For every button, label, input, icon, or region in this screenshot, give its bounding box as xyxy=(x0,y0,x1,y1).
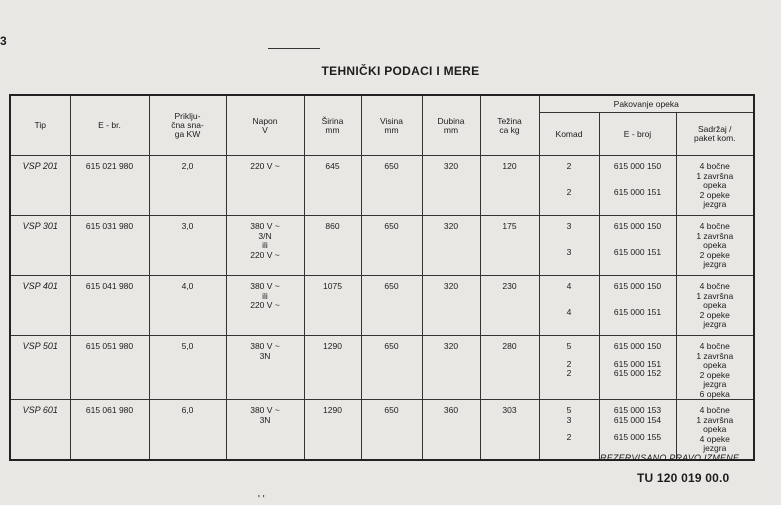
cell-napon xyxy=(226,336,304,400)
cell-sirina: 1290 xyxy=(304,400,361,461)
header-tezina xyxy=(480,95,539,156)
blank-line xyxy=(542,292,597,300)
e-broj-line: 615 000 150 xyxy=(613,281,662,291)
cell-tezina: 303 xyxy=(480,400,539,461)
cell-sadrzaj xyxy=(676,216,754,276)
sadrzaj-line: opeka xyxy=(703,240,727,250)
header-line: mm xyxy=(443,124,459,135)
napon-line: 3N xyxy=(259,414,271,425)
cell-tezina: 175 xyxy=(480,216,539,276)
header-pakovanje-opeka: Pakovanje opeka xyxy=(539,95,754,113)
sadrzaj-line: 4 bočne xyxy=(699,281,730,291)
cell-visina: 650 xyxy=(361,336,422,400)
blank-line xyxy=(602,172,674,180)
cell-komad xyxy=(539,156,599,216)
sadrzaj-line: opeka xyxy=(703,424,727,434)
edge-mark: 3 xyxy=(0,34,7,48)
cell-e-br: 615 031 980 xyxy=(70,216,149,276)
e-broj-line: 615 000 150 xyxy=(613,341,662,351)
e-broj-line: 615 000 150 xyxy=(613,221,662,231)
komad-line: 3 xyxy=(566,414,572,425)
napon-line: ili xyxy=(262,240,268,250)
sadrzaj-line: 1 završna xyxy=(696,350,734,361)
header-line: ga KW xyxy=(174,129,201,139)
sadrzaj-line: 2 opeke xyxy=(699,249,730,260)
napon-line: 220 V ~ xyxy=(250,300,280,310)
napon-line: 380 V ~ xyxy=(250,221,280,231)
blank-line xyxy=(602,232,674,240)
header-sadrzaj xyxy=(676,113,754,156)
cell-tip: VSP 201 xyxy=(10,156,70,216)
sadrzaj-line: 2 opeke xyxy=(699,369,730,380)
sadrzaj-line: opeka xyxy=(703,180,727,190)
blank-line xyxy=(542,172,597,180)
spec-table xyxy=(9,94,755,461)
header-line: ca kg xyxy=(499,124,520,135)
sadrzaj-line: 1 završna xyxy=(696,414,734,425)
header-dubina xyxy=(422,95,480,156)
komad-line: 4 xyxy=(566,306,572,317)
cell-snaga: 6,0 xyxy=(149,400,226,461)
cell-sirina: 645 xyxy=(304,156,361,216)
table-row xyxy=(10,336,754,400)
e-broj-line: 615 000 151 xyxy=(613,246,662,257)
header-tip: Tip xyxy=(10,95,70,156)
header-line: V xyxy=(262,124,268,135)
e-broj-line: 615 000 151 xyxy=(613,358,662,369)
e-broj-line: 615 000 153 xyxy=(613,405,662,415)
cell-napon xyxy=(226,400,304,461)
komad-line: 2 xyxy=(566,161,572,171)
cell-komad xyxy=(539,276,599,336)
sadrzaj-line: 4 bočne xyxy=(699,405,730,415)
top-dash xyxy=(268,48,320,49)
header-prikljucna-snaga xyxy=(149,95,226,156)
komad-line: 3 xyxy=(566,221,572,231)
sadrzaj-line: opeka xyxy=(703,360,727,370)
table-row xyxy=(10,156,754,216)
cell-napon xyxy=(226,216,304,276)
napon-line: 380 V ~ xyxy=(250,281,280,291)
cell-visina: 650 xyxy=(361,400,422,461)
blank-line xyxy=(542,232,597,240)
cell-dubina: 320 xyxy=(422,276,480,336)
cell-tezina: 230 xyxy=(480,276,539,336)
header-sirina xyxy=(304,95,361,156)
header-napon xyxy=(226,95,304,156)
blank-line xyxy=(602,292,674,300)
cell-snaga: 5,0 xyxy=(149,336,226,400)
header-line: paket kom. xyxy=(693,133,736,143)
sadrzaj-line: jezgra xyxy=(703,259,727,269)
e-broj-line: 615 000 154 xyxy=(613,414,662,425)
header-line: mm xyxy=(384,124,399,135)
sadrzaj-line: jezgra xyxy=(703,199,727,209)
cell-snaga: 2,0 xyxy=(149,156,226,216)
komad-line: 4 xyxy=(566,281,572,291)
cell-snaga: 4,0 xyxy=(149,276,226,336)
cell-e-br: 615 021 980 xyxy=(70,156,149,216)
sadrzaj-line: jezgra xyxy=(703,379,727,389)
sadrzaj-line: 2 opeke xyxy=(699,189,730,200)
napon-line: 380 V ~ xyxy=(250,405,280,415)
cell-sadrzaj xyxy=(676,400,754,461)
cell-tip: VSP 301 xyxy=(10,216,70,276)
header-line: Visina xyxy=(380,115,403,126)
cell-komad xyxy=(539,400,599,461)
sadrzaj-line: 4 opeke xyxy=(699,433,730,444)
sadrzaj-line: jezgra xyxy=(703,319,727,329)
cell-e-broj xyxy=(599,216,676,276)
header-komad: Komad xyxy=(539,113,599,156)
bottom-mark: ' ' xyxy=(258,494,265,505)
cell-e-br: 615 061 980 xyxy=(70,400,149,461)
e-broj-line: 615 000 151 xyxy=(613,306,662,317)
cell-komad xyxy=(539,216,599,276)
cell-sadrzaj xyxy=(676,276,754,336)
table-row xyxy=(10,216,754,276)
komad-line: 5 xyxy=(566,341,572,351)
cell-dubina: 320 xyxy=(422,156,480,216)
header-e-br: E - br. xyxy=(70,95,149,156)
cell-tezina: 280 xyxy=(480,336,539,400)
napon-line: 380 V ~ xyxy=(250,341,280,351)
e-broj-line: 615 000 150 xyxy=(613,161,662,171)
cell-e-broj xyxy=(599,276,676,336)
cell-dubina: 320 xyxy=(422,336,480,400)
napon-line: 220 V ~ xyxy=(250,249,280,260)
napon-line: 3N xyxy=(259,350,271,361)
napon-line: 3/N xyxy=(258,230,272,241)
cell-visina: 650 xyxy=(361,156,422,216)
napon-line: ili xyxy=(262,290,268,301)
cell-tip: VSP 501 xyxy=(10,336,70,400)
cell-visina: 650 xyxy=(361,276,422,336)
header-line: Sadržaj / xyxy=(697,124,732,134)
cell-tip: VSP 401 xyxy=(10,276,70,336)
cell-e-br: 615 041 980 xyxy=(70,276,149,336)
header-row-top xyxy=(10,95,754,113)
komad-line: 3 xyxy=(566,246,572,257)
rights-reserved-note: REZERVISANO PRAVO IZMENE xyxy=(600,453,740,463)
sadrzaj-line: jezgra xyxy=(703,443,727,453)
sadrzaj-line: 4 bočne xyxy=(699,161,730,171)
komad-line: 2 xyxy=(566,186,572,197)
cell-e-broj xyxy=(599,400,676,461)
document-code: TU 120 019 00.0 xyxy=(637,471,730,485)
komad-line: 5 xyxy=(566,405,572,415)
cell-tip: VSP 601 xyxy=(10,400,70,461)
komad-line: 2 xyxy=(566,368,572,378)
table-row xyxy=(10,400,754,461)
cell-sadrzaj xyxy=(676,336,754,400)
cell-tezina: 120 xyxy=(480,156,539,216)
table-row xyxy=(10,276,754,336)
sadrzaj-line: 1 završna xyxy=(696,230,734,241)
cell-e-br: 615 051 980 xyxy=(70,336,149,400)
cell-sirina: 860 xyxy=(304,216,361,276)
header-line: čna sna- xyxy=(171,120,204,130)
cell-komad xyxy=(539,336,599,400)
cell-e-broj xyxy=(599,156,676,216)
e-broj-line: 615 000 151 xyxy=(613,186,662,197)
sadrzaj-line: 1 završna xyxy=(696,290,734,301)
cell-dubina: 320 xyxy=(422,216,480,276)
e-broj-line: 615 000 152 xyxy=(613,368,662,378)
table-body xyxy=(10,156,754,461)
cell-e-broj xyxy=(599,336,676,400)
cell-napon xyxy=(226,156,304,216)
cell-sirina: 1290 xyxy=(304,336,361,400)
page-title: TEHNIČKI PODACI I MERE xyxy=(321,64,480,78)
sadrzaj-line: 6 opeka xyxy=(699,388,730,399)
header-line: Dubina xyxy=(437,115,465,126)
cell-napon xyxy=(226,276,304,336)
header-line: Priklju- xyxy=(174,111,201,121)
cell-sadrzaj xyxy=(676,156,754,216)
napon-line: 220 V ~ xyxy=(250,161,280,171)
cell-sirina: 1075 xyxy=(304,276,361,336)
sadrzaj-line: 4 bočne xyxy=(699,341,730,351)
komad-line: 2 xyxy=(566,358,572,369)
header-line: Napon xyxy=(252,115,278,126)
header-line: mm xyxy=(325,124,340,135)
sadrzaj-line: opeka xyxy=(703,300,727,310)
cell-snaga: 3,0 xyxy=(149,216,226,276)
cell-visina: 650 xyxy=(361,216,422,276)
header-line: Težina xyxy=(497,115,522,126)
e-broj-line: 615 000 155 xyxy=(613,432,662,442)
header-e-broj: E - broj xyxy=(599,113,676,156)
komad-line: 2 xyxy=(566,432,572,442)
sadrzaj-line: 1 završna xyxy=(696,170,734,181)
sadrzaj-line: 2 opeke xyxy=(699,309,730,320)
header-line: Širina xyxy=(321,115,344,126)
sadrzaj-line: 4 bočne xyxy=(699,221,730,231)
cell-dubina: 360 xyxy=(422,400,480,461)
header-visina xyxy=(361,95,422,156)
